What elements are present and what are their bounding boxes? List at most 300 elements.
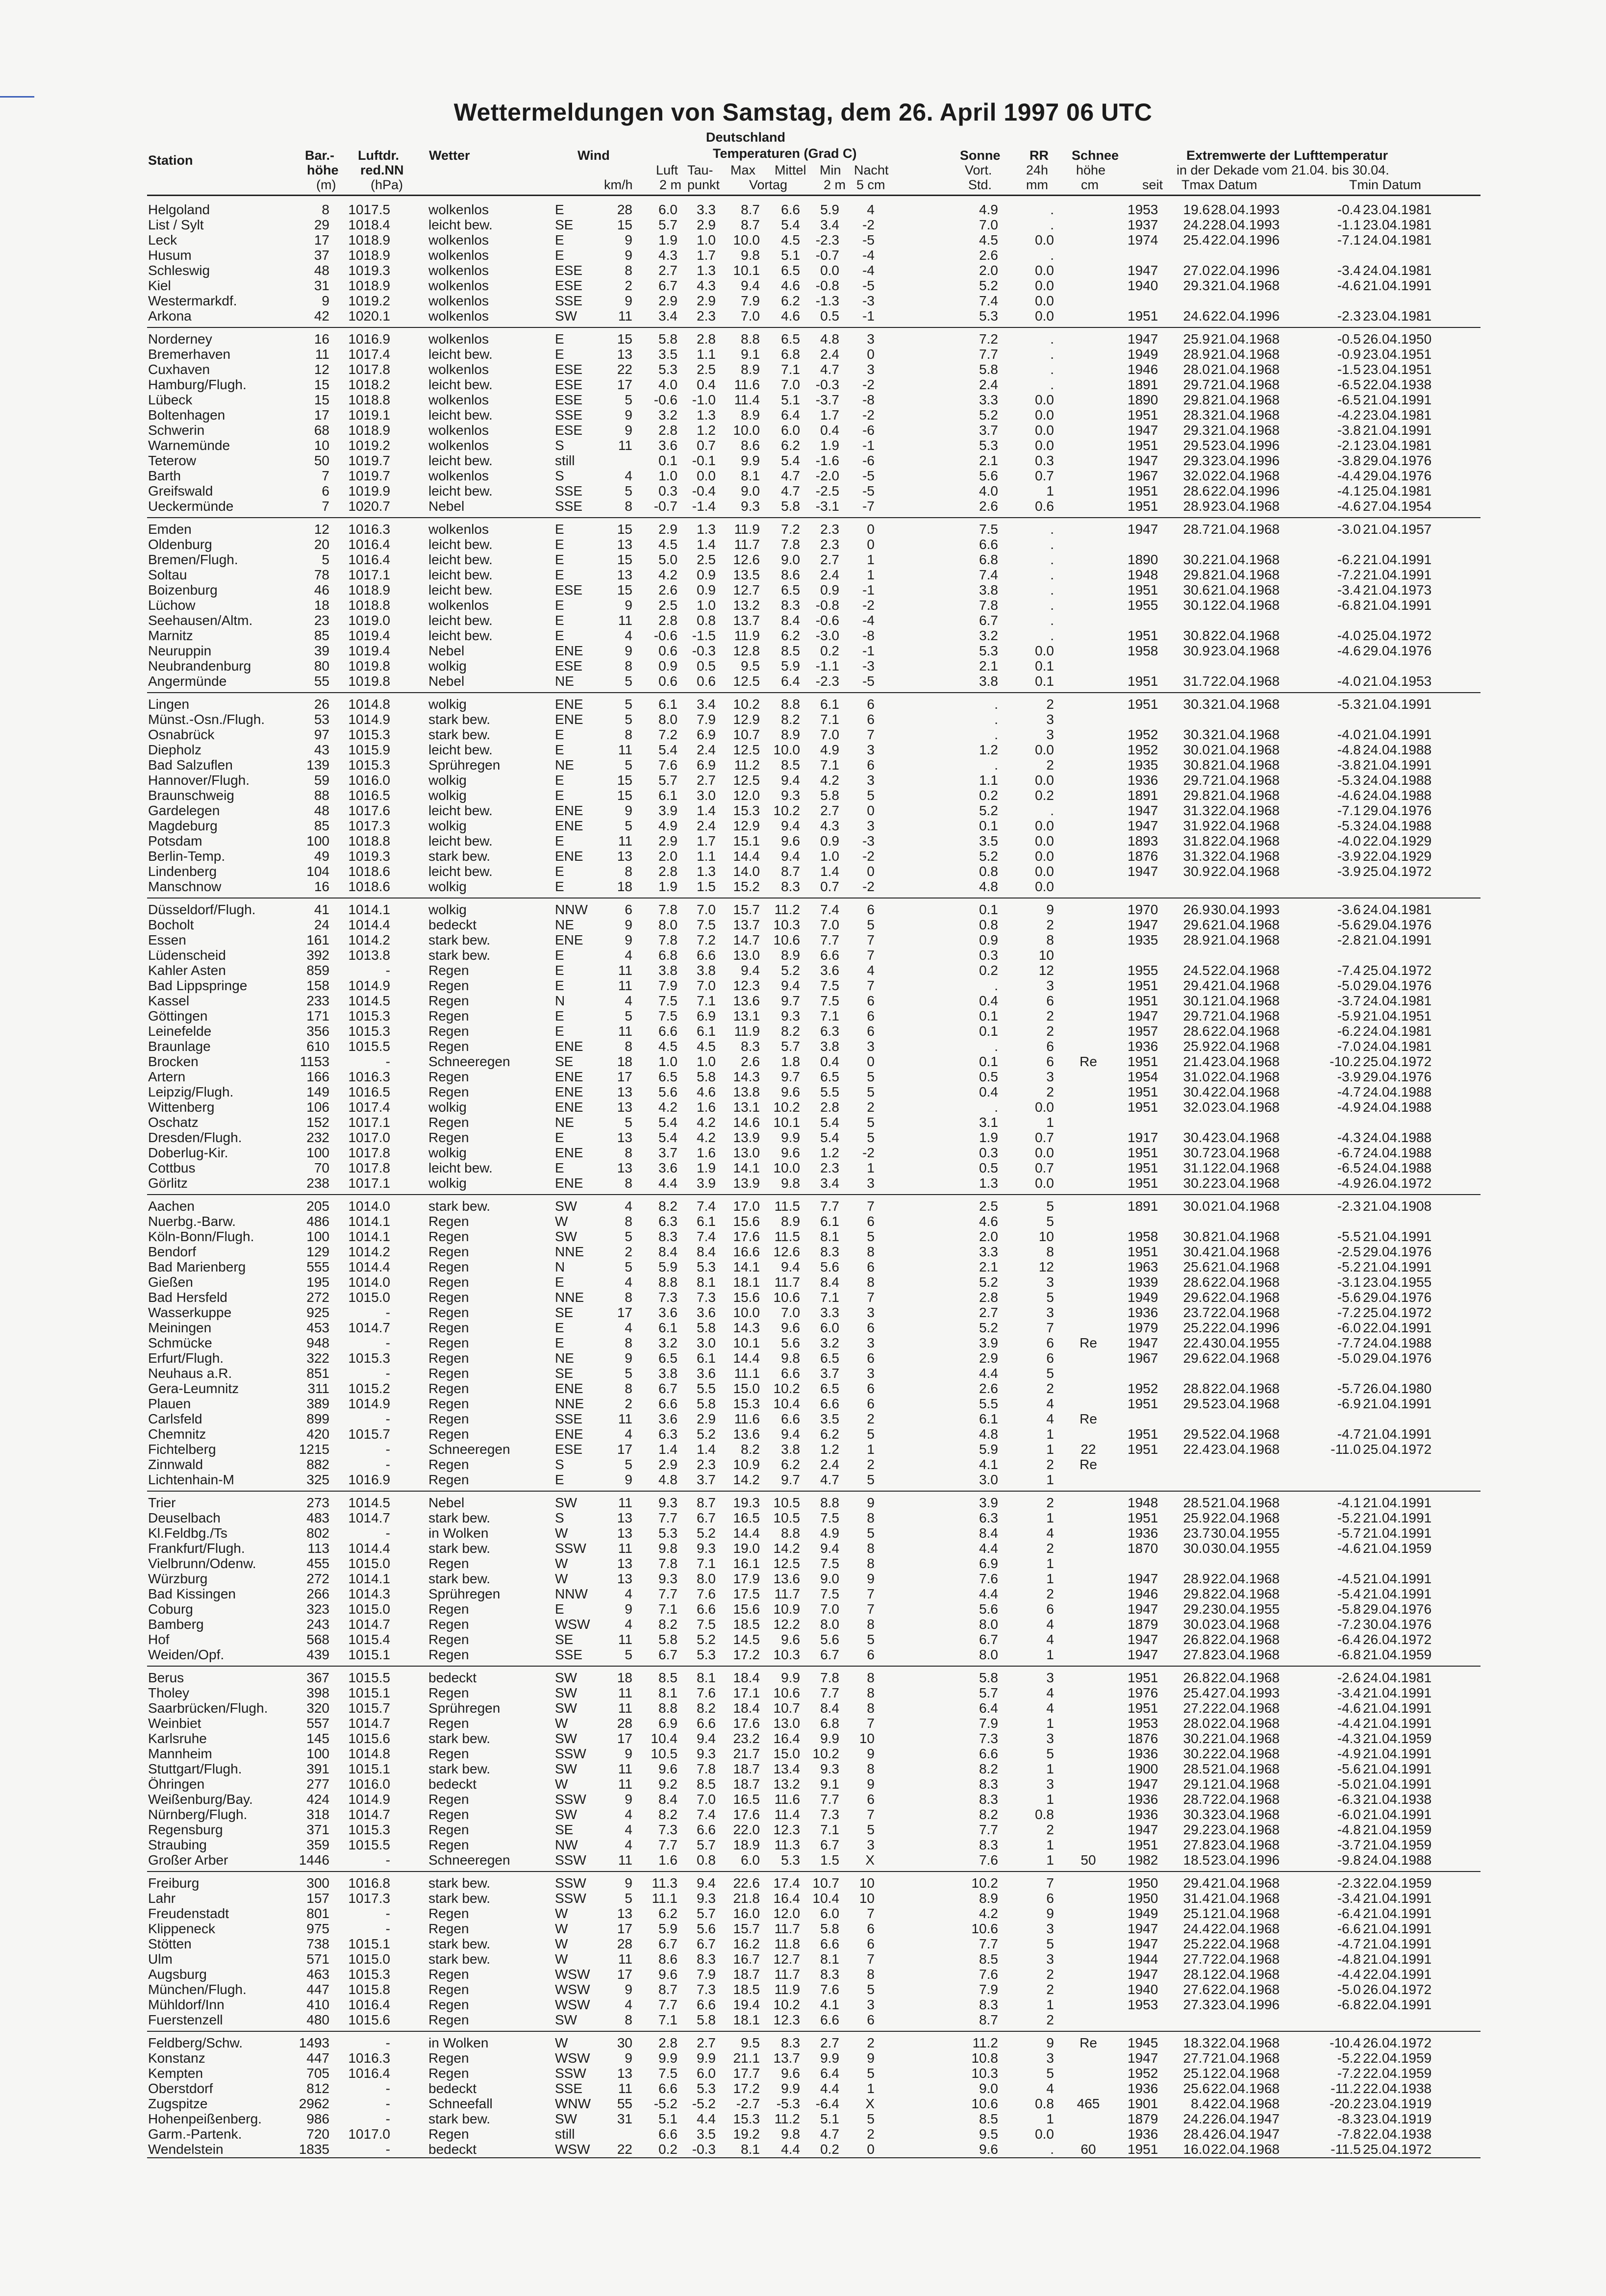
cell-wind-dir: SW (555, 2111, 577, 2126)
table-row (147, 278, 1481, 294)
cell-nacht: 7 (867, 948, 875, 963)
cell-tmin-datum: 25.04.1972 (1363, 963, 1432, 978)
cell-seit: 1951 (1128, 1099, 1158, 1115)
table-row (147, 773, 1481, 788)
cell-tmax-datum: 21.04.1968 (1211, 757, 1280, 773)
cell-luft: 8.3 (658, 1229, 678, 1244)
cell-taupunkt: 1.9 (697, 1160, 716, 1175)
cell-tmin-datum: 25.04.1972 (1363, 1054, 1432, 1069)
cell-taupunkt: 5.8 (697, 1396, 716, 1411)
table-row (147, 727, 1481, 743)
cell-mittel: 9.6 (781, 2066, 800, 2081)
cell-wind-speed: 8 (625, 1145, 632, 1160)
cell-tmax: 24.6 (1183, 308, 1210, 324)
cell-max: 10.0 (733, 232, 760, 248)
cell-tmax: 29.2 (1183, 1822, 1210, 1837)
cell-wind-dir: ENE (555, 1099, 583, 1115)
cell-max: 17.6 (733, 1807, 760, 1822)
cell-max: 14.3 (733, 1069, 760, 1084)
cell-mittel: 11.3 (774, 1837, 800, 1852)
cell-tmin-datum: 21.04.1991 (1363, 1761, 1432, 1776)
cell-wetter: stark bew. (428, 727, 491, 742)
cell-sonne: 8.2 (979, 1761, 998, 1776)
table-row (147, 1951, 1481, 1967)
cell-tmax-datum: 21.04.1968 (1211, 1495, 1280, 1510)
cell-min: 7.7 (820, 1792, 839, 1807)
cell-seit: 1947 (1128, 1647, 1158, 1662)
cell-nacht: 3 (867, 1305, 875, 1320)
cell-min: -0.3 (815, 377, 839, 392)
cell-nacht: 0 (867, 2142, 875, 2157)
cell-max: 9.1 (741, 347, 760, 362)
cell-taupunkt: 5.8 (697, 1320, 716, 1335)
cell-tmax: 28.0 (1183, 362, 1210, 377)
cell-rr: 2 (1046, 1457, 1054, 1472)
cell-rr: 2 (1046, 1586, 1054, 1601)
cell-wind-speed: 13 (617, 1906, 632, 1921)
cell-sonne: 3.3 (979, 1244, 998, 1259)
cell-tmax-datum: 21.04.1968 (1211, 347, 1280, 362)
cell-wind-dir: WNW (555, 2096, 591, 2111)
cell-mittel: 9.4 (781, 849, 800, 864)
cell-mittel: 12.5 (773, 1556, 800, 1571)
cell-wetter: Regen (428, 1130, 469, 1145)
cell-wind-speed: 8 (625, 658, 632, 674)
cell-luft: 8.4 (658, 1792, 678, 1807)
cell-tmax: 24.2 (1183, 2111, 1210, 2126)
cell-wetter: Regen (428, 1822, 469, 1837)
cell-luft: 2.8 (658, 423, 678, 438)
cell-seit: 1952 (1128, 2066, 1158, 2081)
cell-min: -2.3 (815, 232, 839, 248)
cell-station: Stötten (148, 1936, 192, 1951)
cell-rr: 5 (1046, 2066, 1054, 2081)
cell-bar-hoehe: 48 (314, 803, 329, 818)
cell-tmax: 29.7 (1183, 1008, 1210, 1023)
table-row (147, 582, 1481, 598)
cell-tmin-datum: 24.04.1988 (1363, 742, 1432, 757)
cell-bar-hoehe: 50 (314, 453, 329, 468)
cell-tmax-datum: 22.04.1968 (1211, 1023, 1280, 1039)
cell-rr: 0.1 (1035, 674, 1054, 689)
cell-rr: 12 (1038, 1259, 1054, 1274)
cell-luftdruck: 1018.8 (348, 833, 390, 849)
cell-wind-dir: E (555, 232, 564, 248)
cell-nacht: 0 (867, 864, 875, 879)
cell-bar-hoehe: 975 (306, 1921, 329, 1936)
cell-wind-dir: E (555, 1601, 564, 1617)
cell-min: 0.2 (820, 643, 839, 658)
cell-wetter: leicht bew. (428, 407, 493, 423)
cell-tmin-datum: 23.04.1981 (1363, 217, 1432, 232)
cell-wind-speed: 5 (625, 1259, 632, 1274)
cell-tmin-datum: 21.04.1959 (1363, 1822, 1432, 1837)
cell-bar-hoehe: 1153 (300, 1054, 329, 1069)
cell-max: 13.2 (733, 598, 760, 613)
cell-tmax-datum: 26.04.1947 (1211, 2111, 1280, 2126)
cell-seit: 1955 (1128, 963, 1158, 978)
cell-max: 14.1 (733, 1160, 760, 1175)
cell-taupunkt: 1.4 (697, 1442, 716, 1457)
cell-sonne: 7.9 (979, 1982, 998, 1997)
cell-bar-hoehe: 568 (306, 1632, 329, 1647)
cell-wind-dir: E (555, 202, 564, 217)
cell-wetter: Regen (428, 993, 469, 1008)
cell-station: Chemnitz (148, 1426, 206, 1442)
cell-tmax: 29.3 (1183, 278, 1210, 293)
cell-rr: . (1050, 567, 1054, 582)
cell-wind-speed: 4 (625, 1617, 632, 1632)
cell-wind-dir: E (555, 347, 564, 362)
cell-wetter: stark bew. (428, 1951, 491, 1967)
cell-min: 4.7 (820, 1472, 839, 1487)
cell-station: Greifswald (148, 483, 213, 499)
cell-wind-dir: NE (555, 917, 574, 932)
cell-min: 7.5 (820, 1556, 839, 1571)
cell-wind-dir: SW (555, 1670, 577, 1685)
cell-luftdruck: 1014.9 (348, 978, 390, 993)
cell-taupunkt: 9.3 (697, 1746, 716, 1761)
cell-min: 0.0 (820, 263, 839, 278)
cell-tmax: 28.1 (1183, 1967, 1210, 1982)
cell-bar-hoehe: 100 (306, 833, 329, 849)
cell-tmax: 30.1 (1183, 993, 1210, 1008)
cell-max: 14.4 (733, 1525, 760, 1541)
cell-luftdruck: 1015.5 (348, 1670, 390, 1685)
cell-bar-hoehe: 15 (314, 377, 329, 392)
cell-wind-dir: SSW (555, 1852, 586, 1868)
cell-seit: 1967 (1128, 1350, 1158, 1366)
schnee-header: Schnee (1072, 148, 1119, 163)
cell-tmin-datum: 30.04.1976 (1363, 1617, 1432, 1632)
cell-wind-speed: 11 (618, 1700, 632, 1716)
cell-wind-dir: E (555, 598, 564, 613)
cell-min: 6.2 (820, 1426, 839, 1442)
cell-station: Hof (148, 1632, 170, 1647)
cell-tmin: -6.5 (1337, 1160, 1361, 1175)
cell-tmin-datum: 24.04.1988 (1363, 1145, 1432, 1160)
cell-nacht: 6 (867, 1008, 875, 1023)
cell-bar-hoehe: 243 (306, 1617, 329, 1632)
cell-bar-hoehe: 802 (306, 1525, 329, 1541)
cell-wind-speed: 8 (625, 2012, 632, 2027)
cell-mittel: 12.7 (773, 1951, 800, 1967)
cell-wind-speed: 13 (617, 2066, 632, 2081)
cell-seit: 1947 (1128, 453, 1158, 468)
cell-luftdruck: 1016.5 (348, 788, 390, 803)
cell-nacht: 9 (867, 1746, 875, 1761)
cell-wind-speed: 28 (617, 202, 632, 217)
cell-tmin-datum: 27.04.1954 (1363, 499, 1432, 514)
cell-tmax: 18.5 (1183, 1852, 1210, 1868)
cell-tmax: 29.8 (1183, 788, 1210, 803)
cell-tmin: -4.1 (1337, 483, 1361, 499)
cell-tmax: 22.4 (1183, 1442, 1210, 1457)
cell-tmax: 28.6 (1183, 1023, 1210, 1039)
cell-tmax: 30.4 (1183, 1130, 1210, 1145)
cell-taupunkt: 1.3 (697, 263, 716, 278)
cell-mittel: 4.5 (781, 232, 800, 248)
cell-luftdruck: 1016.0 (348, 773, 390, 788)
cell-tmin: -5.5 (1337, 1229, 1361, 1244)
cell-wind-speed: 11 (618, 2081, 632, 2096)
table-row (147, 1852, 1481, 1868)
cell-mittel: 10.5 (773, 1510, 800, 1525)
cell-bar-hoehe: 157 (306, 1891, 329, 1906)
cell-wind-speed: 4 (625, 1822, 632, 1837)
cell-taupunkt: 1.3 (697, 864, 716, 879)
cell-tmin: -4.3 (1337, 1130, 1361, 1145)
cell-tmin: -3.9 (1337, 864, 1361, 879)
cell-tmax-datum: 22.04.1968 (1211, 1274, 1280, 1290)
cell-taupunkt: 2.9 (697, 1411, 716, 1426)
cell-bar-hoehe: 80 (314, 658, 329, 674)
cell-sonne: 3.1 (979, 1115, 998, 1130)
cell-tmin: -4.1 (1337, 1495, 1361, 1510)
table-row (147, 2126, 1481, 2142)
cell-luftdruck: 1015.7 (348, 1700, 390, 1716)
cell-tmax: 27.8 (1183, 1837, 1210, 1852)
cell-station: Cuxhaven (148, 362, 210, 377)
cell-bar-hoehe: 238 (306, 1175, 329, 1191)
cell-mittel: 4.6 (781, 308, 800, 324)
cell-luftdruck: 1016.4 (348, 552, 390, 567)
cell-min: 6.5 (820, 1069, 839, 1084)
table-row (147, 1472, 1481, 1488)
cell-tmin: -5.9 (1337, 1008, 1361, 1023)
cell-bar-hoehe: 392 (306, 948, 329, 963)
cell-nacht: -4 (862, 248, 875, 263)
table-row (147, 1556, 1481, 1572)
cell-seit: 1947 (1128, 864, 1158, 879)
cell-wind-speed: 11 (618, 1495, 632, 1510)
cell-rr: . (1050, 362, 1054, 377)
cell-nacht: 3 (867, 742, 875, 757)
cell-nacht: 7 (867, 932, 875, 948)
cell-rr: . (1050, 522, 1054, 537)
cell-tmin: -3.1 (1337, 1274, 1361, 1290)
luft-header: Luft (656, 163, 678, 177)
cell-taupunkt: 8.1 (697, 1670, 716, 1685)
cell-tmin-datum: 21.04.1991 (1363, 1525, 1432, 1541)
cell-rr: 6 (1046, 1335, 1054, 1350)
cell-wind-dir: ENE (555, 1426, 583, 1442)
cell-wetter: in Wolken (428, 2035, 489, 2050)
cell-wind-dir: W (555, 1571, 568, 1586)
cell-max: 12.9 (733, 712, 760, 727)
cell-rr: 4 (1046, 1632, 1054, 1647)
cell-station: Lüchow (148, 598, 196, 613)
cell-sonne: 2.1 (979, 1259, 998, 1274)
cell-wind-speed: 8 (625, 1214, 632, 1229)
cell-luft: 5.7 (658, 773, 678, 788)
cell-sonne: 5.8 (979, 362, 998, 377)
cell-wind-speed: 8 (625, 727, 632, 742)
table-row (147, 1586, 1481, 1602)
cell-wind-speed: 11 (618, 1761, 632, 1776)
cell-wind-speed: 17 (617, 1921, 632, 1936)
cell-bar-hoehe: 11 (315, 347, 329, 362)
cell-min: 5.1 (820, 2111, 839, 2126)
cell-tmax: 29.6 (1183, 1290, 1210, 1305)
cell-nacht: -1 (862, 308, 875, 324)
cell-rr: 12 (1038, 963, 1054, 978)
cell-tmin-datum: 24.04.1981 (1363, 1023, 1432, 1039)
cell-station: Oldenburg (148, 537, 212, 552)
cell-bar-hoehe: 424 (306, 1792, 329, 1807)
cell-tmax-datum: 21.04.1968 (1211, 423, 1280, 438)
cell-wind-dir: E (555, 628, 564, 643)
cell-min: 8.3 (820, 1244, 839, 1259)
cell-bar-hoehe: 31 (314, 278, 329, 293)
cell-taupunkt: 3.5 (697, 2126, 716, 2142)
cell-taupunkt: -0.3 (692, 2142, 716, 2157)
cell-luftdruck: 1018.9 (348, 248, 390, 263)
cell-seit: 1946 (1128, 1586, 1158, 1601)
cell-wind-dir: WSW (555, 2050, 590, 2066)
cell-tmax: 29.1 (1183, 1776, 1210, 1792)
cell-seit: 1940 (1128, 278, 1158, 293)
cell-wetter: Regen (428, 1259, 469, 1274)
cell-tmax: 30.0 (1183, 1198, 1210, 1214)
cell-bar-hoehe: 300 (306, 1875, 329, 1891)
cell-luft: 3.8 (658, 1366, 678, 1381)
cell-mittel: 6.0 (781, 423, 800, 438)
cell-taupunkt: 1.4 (697, 537, 716, 552)
cell-sonne: 2.1 (979, 658, 998, 674)
cell-tmax-datum: 21.04.1968 (1211, 407, 1280, 423)
cell-mittel: 10.6 (773, 1685, 800, 1700)
cell-wind-speed: 9 (625, 293, 632, 308)
cell-min: 9.0 (820, 1571, 839, 1586)
cell-nacht: 10 (859, 1731, 875, 1746)
cell-taupunkt: -1.4 (692, 499, 716, 514)
cell-sonne: 8.4 (979, 1525, 998, 1541)
cell-wetter: leicht bew. (428, 833, 493, 849)
cell-wind-dir: ENE (555, 849, 583, 864)
cell-taupunkt: -1.5 (692, 628, 716, 643)
cell-station: Leipzig/Flugh. (148, 1084, 234, 1099)
cell-sonne: 7.7 (979, 347, 998, 362)
cell-wetter: wolkenlos (428, 362, 489, 377)
cell-seit: 1951 (1128, 1442, 1158, 1457)
cell-luftdruck: 1015.2 (348, 1381, 390, 1396)
cell-seit: 1947 (1128, 917, 1158, 932)
cell-wetter: Regen (428, 1115, 469, 1130)
cell-max: 11.4 (734, 392, 760, 407)
cell-wind-speed: 9 (625, 1875, 632, 1891)
cell-wetter: Schneeregen (428, 1442, 510, 1457)
cell-wind-dir: still (555, 453, 575, 468)
cell-nacht: 8 (867, 1510, 875, 1525)
table-row (147, 1670, 1481, 1686)
cell-tmin-datum: 25.04.1972 (1363, 1305, 1432, 1320)
cell-luft: 4.3 (658, 248, 678, 263)
cell-sonne: 8.3 (979, 1776, 998, 1792)
cell-luftdruck: 1017.0 (348, 2126, 390, 2142)
cell-taupunkt: 9.9 (697, 2050, 716, 2066)
cell-luftdruck: 1014.4 (348, 1259, 390, 1274)
cell-wetter: Regen (428, 1320, 469, 1335)
table-row (147, 1875, 1481, 1891)
cell-wind-dir: NW (555, 1837, 578, 1852)
cell-tmin-datum: 26.04.1972 (1363, 1982, 1432, 1997)
cell-station: Westermarkdf. (148, 293, 237, 308)
cell-tmin: -4.9 (1337, 1099, 1361, 1115)
cell-seit: 1936 (1128, 773, 1158, 788)
cell-tmin: -7.2 (1337, 1617, 1361, 1632)
cell-wetter: Nebel (428, 499, 465, 514)
cell-rr: 2 (1046, 1495, 1054, 1510)
cell-wind-speed: 5 (625, 392, 632, 407)
cell-station: Hamburg/Flugh. (148, 377, 247, 392)
cell-wind-speed: 5 (625, 1891, 632, 1906)
cell-luft: 2.8 (658, 864, 678, 879)
cell-luftdruck: 1014.9 (348, 712, 390, 727)
cell-mittel: 11.6 (774, 1792, 800, 1807)
table-row (147, 1175, 1481, 1191)
cell-tmax-datum: 21.04.1968 (1211, 917, 1280, 932)
cell-tmax-datum: 22.04.1996 (1211, 483, 1280, 499)
cell-rr: 0.0 (1035, 773, 1054, 788)
cell-luft: 6.6 (658, 1396, 678, 1411)
cell-wetter: Regen (428, 1229, 469, 1244)
cell-min: 8.8 (820, 1495, 839, 1510)
cell-taupunkt: 7.6 (697, 1586, 716, 1601)
cell-luftdruck: 1015.3 (348, 1822, 390, 1837)
cell-rr: 2 (1046, 1084, 1054, 1099)
cell-seit: 1937 (1128, 217, 1158, 232)
cell-rr: 4 (1046, 2081, 1054, 2096)
cell-station: Lahr (148, 1891, 176, 1906)
cell-station: Coburg (148, 1601, 193, 1617)
cell-wind-speed: 8 (625, 864, 632, 879)
table-row (147, 1982, 1481, 1997)
cell-luftdruck: - (385, 2111, 390, 2126)
cell-bar-hoehe: 16 (314, 879, 329, 894)
table-row (147, 1290, 1481, 1305)
cell-station: Diepholz (148, 742, 201, 757)
cell-luftdruck: 1019.8 (348, 674, 390, 689)
cell-tmax: 26.8 (1183, 1632, 1210, 1647)
cell-rr: 7 (1046, 1320, 1054, 1335)
cell-wetter: Regen (428, 1039, 469, 1054)
cell-wind-speed: 17 (617, 1731, 632, 1746)
cell-bar-hoehe: 1835 (299, 2142, 329, 2157)
table-row (147, 453, 1481, 469)
cell-bar-hoehe: 46 (314, 582, 329, 598)
cell-tmax: 25.9 (1183, 331, 1210, 347)
cell-tmax-datum: 21.04.1968 (1211, 1198, 1280, 1214)
table-row (147, 1647, 1481, 1663)
cell-rr: . (1050, 2142, 1054, 2157)
table-row (147, 1617, 1481, 1632)
cell-nacht: 6 (867, 1647, 875, 1662)
cell-nacht: -4 (862, 263, 875, 278)
cell-luftdruck: 1015.0 (348, 1601, 390, 1617)
cell-rr: . (1050, 217, 1054, 232)
cell-tmax: 8.4 (1191, 2096, 1210, 2111)
cell-station: Kassel (148, 993, 190, 1008)
cell-wetter: wolkenlos (428, 308, 489, 324)
cell-max: 8.9 (741, 362, 760, 377)
cell-bar-hoehe: 23 (314, 613, 329, 628)
cell-taupunkt: 8.4 (697, 1244, 716, 1259)
cell-tmax: 27.2 (1183, 1700, 1210, 1716)
table-row (147, 818, 1481, 834)
cell-wind-speed: 9 (625, 1792, 632, 1807)
cell-luftdruck: 1019.7 (348, 468, 390, 483)
